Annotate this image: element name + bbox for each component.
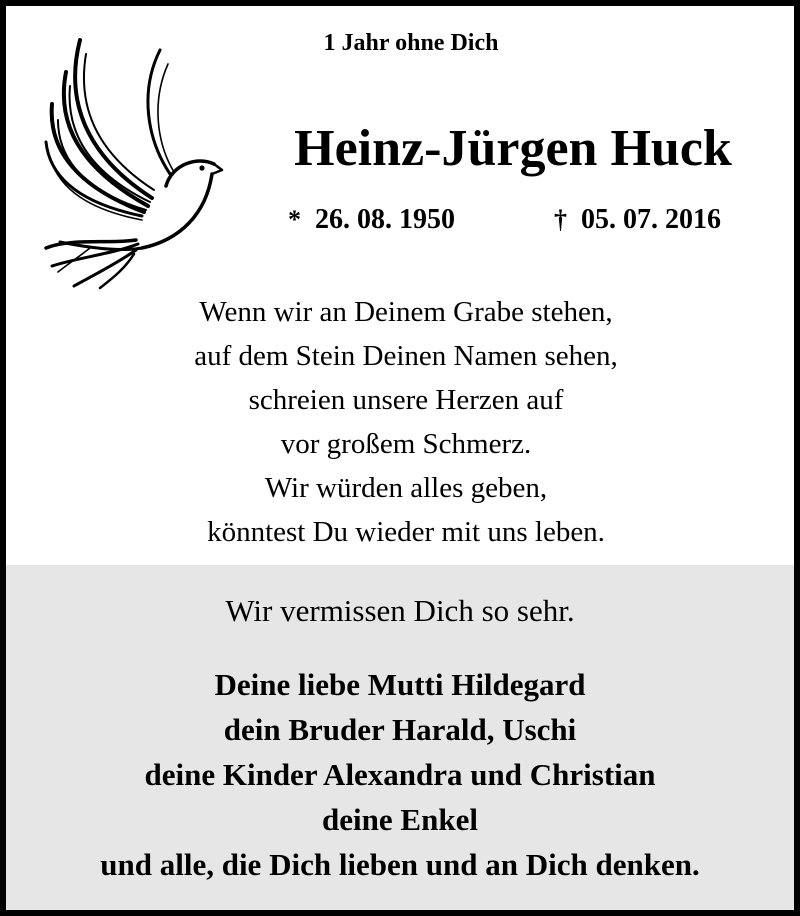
mourner-line: und alle, die Dich lieben und an Dich denken. — [100, 847, 700, 882]
death-date-line — [554, 202, 721, 238]
poem-line: vor großem Schmerz. — [280, 428, 532, 460]
poem-line: schreien unsere Herzen auf — [248, 384, 564, 416]
dove-icon — [40, 34, 232, 292]
poem — [6, 290, 800, 554]
birth-date: 26. 08. 1950 — [315, 204, 455, 235]
death-date: 05. 07. 2016 — [581, 204, 721, 235]
poem-line: Wir würden alles geben, — [264, 472, 548, 504]
mourner-line: Deine liebe Mutti Hildegard — [214, 667, 586, 702]
mourner-line: deine Kinder Alexandra und Christian — [144, 757, 656, 792]
deceased-name: Heinz-Jürgen Huck — [294, 120, 732, 177]
anniversary-subtitle: 1 Jahr ohne Dich — [323, 30, 499, 56]
miss-you-line: Wir vermissen Dich so sehr. — [225, 593, 575, 628]
poem-line: Wenn wir an Deinem Grabe stehen, — [199, 296, 613, 328]
birth-date-line — [288, 202, 455, 238]
poem-line: könntest Du wieder mit uns leben. — [207, 516, 605, 548]
mourners-list — [0, 662, 800, 887]
death-cross-icon: † — [554, 205, 567, 234]
mourner-line: dein Bruder Harald, Uschi — [223, 712, 577, 747]
mourner-line: deine Enkel — [322, 802, 478, 837]
life-dates — [6, 202, 800, 242]
poem-line: auf dem Stein Deinen Namen sehen, — [194, 340, 618, 372]
birth-star-icon: * — [288, 205, 301, 234]
